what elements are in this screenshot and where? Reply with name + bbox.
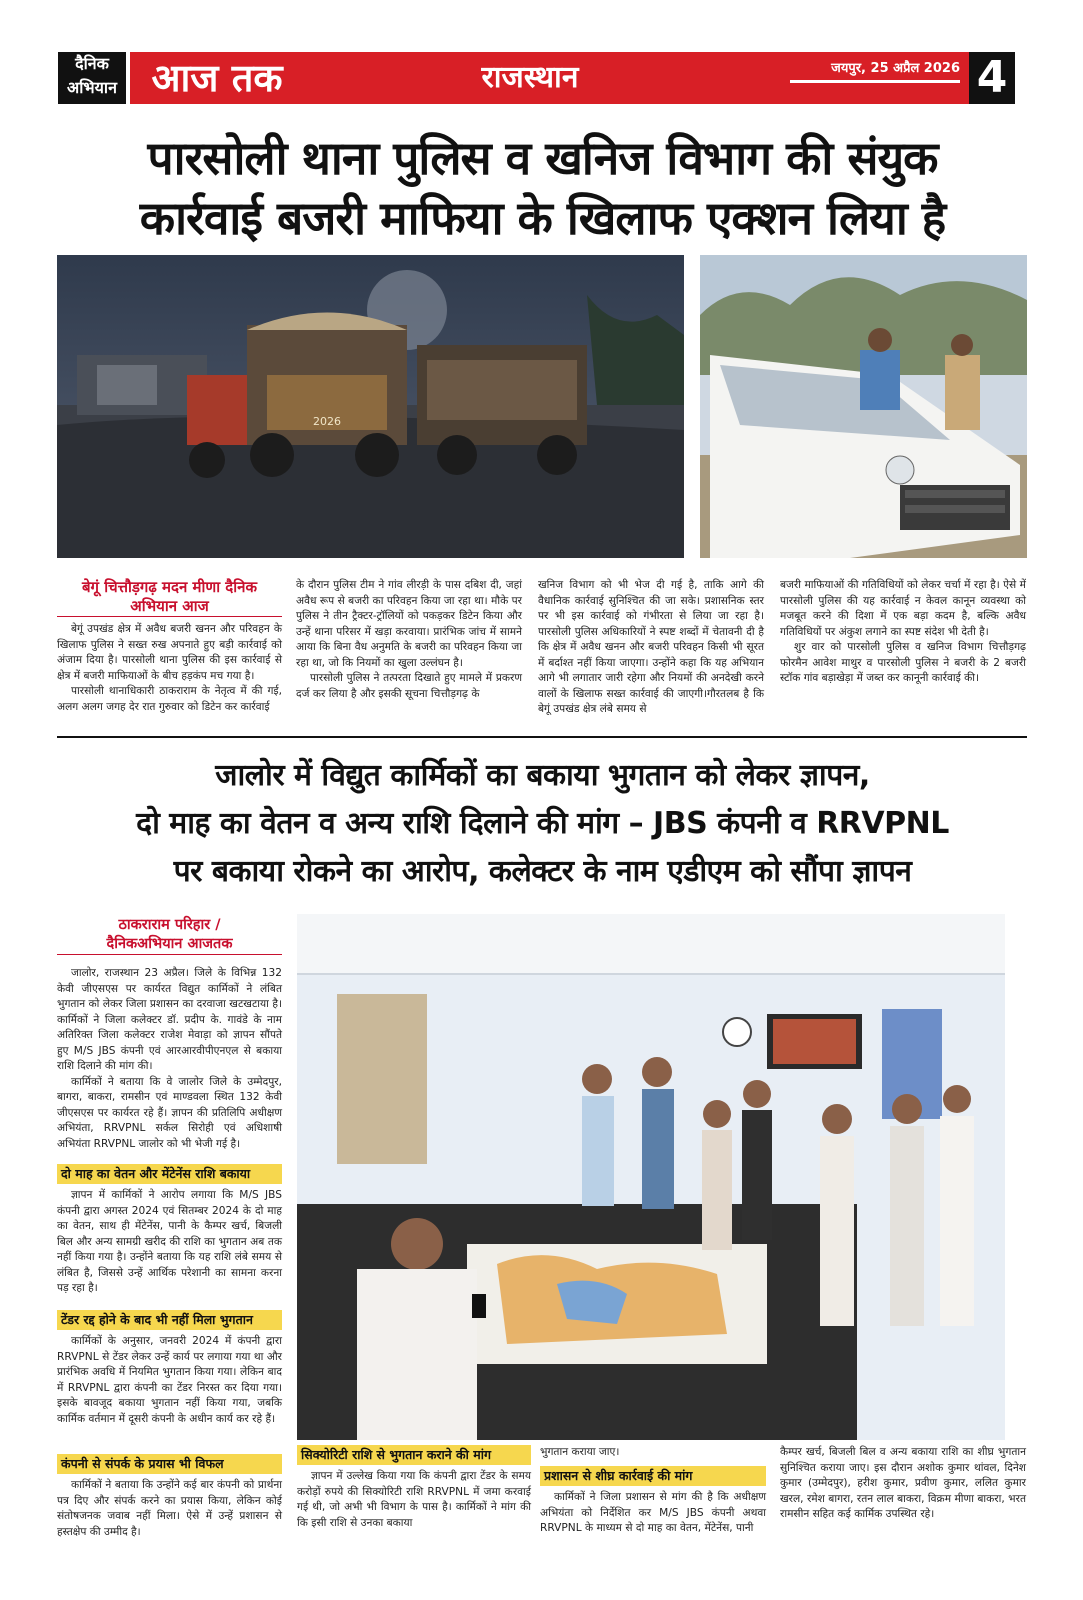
story1-column-1 xyxy=(57,622,282,715)
story2-action-para: कार्मिकों ने जिला प्रशासन से मांग की है कि अधीक्षण अभियंता को निर्देशित कर M/S JBS कंपनी अथवा RRVPNL के माध्यम से दो माह का वेतन, मेंटेनेंस, पानी xyxy=(540,1491,766,1534)
story2-byline-line1: ठाकराराम परिहार / xyxy=(118,917,221,933)
masthead-brand-large: आज तक xyxy=(130,52,304,104)
story1-headline-line1: पारसोली थाना पुलिस व खनिज विभाग की संयुक xyxy=(147,131,938,185)
story2-salary-para: ज्ञापन में कार्मिकों ने आरोप लगाया कि M/S JBS कंपनी द्वारा अगस्त 2024 एवं सितम्बर 2024 के दो माह का वेतन, साथ ही मेंटेनेंस, पानी के कैम्पर खर्च, बिजली बिल और अन्य सामग्री खरीद की राशि का भुगतान अब तक नहीं किया गया है। उन्होंने बताया कि यह राशि लंबे समय से लंबित है, जिससे उन्हें आर्थिक परेशानी का सामना करना पड़ रहा है। xyxy=(57,1189,282,1294)
story2-col-d-para: कैम्पर खर्च, बिजली बिल व अन्य बकाया राशि का शीघ्र भुगतान सुनिश्चित कराया जाए। इस दौरान अशोक कुमार थांवल, दिनेश कुमार (उम्मेदपुर), हरीश कुमार, प्रवीण कुमार, ललित कुमार खरल, रमेश बागरा, रतन लाल बाकरा, विक्रम मीणा बाकरा, भरत रामसीन सहित कई कार्मिक उपस्थित रहे। xyxy=(780,1446,1026,1520)
story2-subhead-contact: कंपनी से संपर्क के प्रयास भी विफल xyxy=(57,1454,282,1474)
story2-byline-line2: दैनिकअभियान आजतक xyxy=(106,936,233,952)
section-divider xyxy=(57,736,1027,738)
story2-salary-text xyxy=(57,1188,282,1297)
story1-column-4 xyxy=(780,578,1026,687)
story1-column-3-para: खनिज विभाग को भी भेज दी गई है, ताकि आगे की वैधानिक कार्रवाई सुनिश्चित की जा सके। प्रशासनिक स्तर पर भी इस कार्रवाई को गंभीरता से लिया जा रहा है।पारसोली पुलिस अधिकारियों ने स्पष्ट शब्दों में चेतावनी दी है कि क्षेत्र में अवैध खनन और बजरी परिवहन किसी भी सूरत में बर्दाश्त नहीं किया जाएगा। उन्होंने कहा कि यह अभियान आगे भी लगातार जारी रहेगा और नियमों की अनदेखी करने वालों के खिलाफ सख्त कार्रवाई की जाएगी।गौरतलब है कि बेगूं उपखंड क्षेत्र लंबे समय से xyxy=(538,579,764,715)
story2-subhead-salary: दो माह का वेतन और मेंटेनेंस राशि बकाया xyxy=(57,1164,282,1184)
story1-column-2-para: के दौरान पुलिस टीम ने गांव लीरड़ी के पास दबिश दी, जहां अवैध रूप से बजरी का परिवहन किया जा रहा था। मौके पर पुलिस ने तीन ट्रैक्टर-ट्रॉलियों को पकड़कर डिटेन किया और उन्हें थाना परिसर में खड़ा करवाया। प्रारंभिक जांच में सामने आया कि बिना वैध अनुमति के बजरी का परिवहन किया जा रहा था, जो कि नियमों का खुला उल्लंघन है। xyxy=(296,579,522,669)
story1-headline xyxy=(50,128,1035,248)
story1-column-4-para: शुर वार को पारसोली पुलिस व खनिज विभाग चित्तौड़गढ़ फोरमैन आवेश माथुर व पारसोली पुलिस ने बजरी के 2 बजरी स्टॉक गांव बड़ाखेड़ा में जब्त कर कानूनी कार्रवाई की। xyxy=(780,641,1026,684)
masthead-brand-small-line1: दैनिक xyxy=(75,54,109,73)
story2-col-d xyxy=(780,1445,1026,1523)
story2-headline-line2: दो माह का वेतन व अन्य राशि दिलाने की मांग – JBS कंपनी व RRVPNL xyxy=(136,806,949,841)
story2-tender-text xyxy=(57,1334,282,1427)
story1-column-1-para: बेगूं उपखंड क्षेत्र में अवैध बजरी खनन और परिवहन के खिलाफ पुलिस ने सख्त रुख अपनाते हुए बड़ी कार्रवाई को अंजाम दिया है। पारसोली थाना पुलिस की इस कार्रवाई से क्षेत्र में बजरी माफियाओं के बीच हड़कंप मच गया है। xyxy=(57,623,282,682)
masthead-brand-small xyxy=(58,52,126,104)
story1-column-1-para: पारसोली थानाधिकारी ठाकराराम के नेतृत्व में की गई, अलग अलग जगह देर रात गुरुवार को डिटेन कर कार्रवाई xyxy=(57,685,282,713)
story1-column-4-para: बजरी माफियाओं की गतिविधियों को लेकर चर्चा में रहा है। ऐसे में पारसोली पुलिस की यह कार्रवाई न केवल कानून व्यवस्था को मजबूत करने की दिशा में एक बड़ा कदम है, बल्कि अवैध गतिविधियों पर अंकुश लगाने का स्पष्ट संदेश भी देती है। xyxy=(780,579,1026,638)
story2-intro xyxy=(57,966,282,1152)
story1-column-3 xyxy=(538,578,764,718)
story2-contact-text xyxy=(57,1478,282,1540)
story2-subhead-security: सिक्योरिटी राशि से भुगतान कराने की मांग xyxy=(297,1445,531,1465)
story1-headline-line2: कार्रवाई बजरी माफिया के खिलाफ एक्शन लिया है xyxy=(139,191,946,245)
masthead-brand-small-line2: अभियान xyxy=(67,78,117,97)
masthead-rule xyxy=(790,80,960,83)
page-number: 4 xyxy=(969,52,1015,104)
masthead-date: जयपुर, 25 अप्रैल 2026 xyxy=(831,61,960,76)
story1-photo-plate: 2026 xyxy=(313,415,341,428)
story2-subhead-action: प्रशासन से शीघ्र कार्रवाई की मांग xyxy=(540,1466,766,1486)
story1-photo-trucks xyxy=(57,255,684,558)
story1-column-2 xyxy=(296,578,522,702)
story2-intro-para: जालोर, राजस्थान 23 अप्रैल। जिले के विभिन्न 132 केवी जीएसएस पर कार्यरत विद्युत कार्मिकों ने लंबित भुगतान को लेकर जिला प्रशासन का दरवाजा खटखटाया है। कार्मिकों ने जिला कलेक्टर डॉ. प्रदीप के. गावंडे के नाम अतिरिक्त जिला कलेक्टर राजेश मेवाड़ा को ज्ञापन सौंपते हुए M/S JBS कंपनी एवं आरआरवीपीएनएल से बकाया राशि दिलाने की मांग की। xyxy=(57,967,282,1072)
story2-subhead-tender: टेंडर रद्द होने के बाद भी नहीं मिला भुगतान xyxy=(57,1310,282,1330)
story1-photo-police-jeep xyxy=(700,255,1027,558)
story2-col-c-top: भुगतान कराया जाए। xyxy=(540,1446,620,1458)
story2-byline xyxy=(57,916,282,955)
story2-security-text xyxy=(297,1469,531,1531)
story2-headline xyxy=(50,752,1035,896)
story2-contact-para: कार्मिकों ने बताया कि उन्होंने कई बार कंपनी को प्रार्थना पत्र दिए और संपर्क करने का प्रयास किया, लेकिन कोई संतोषजनक जवाब नहीं मिला। ऐसे में उन्हें प्रशासन से हस्तक्षेप की उम्मीद है। xyxy=(57,1479,282,1538)
story2-tender-para: कार्मिकों के अनुसार, जनवरी 2024 में कंपनी द्वारा RRVPNL से टेंडर लेकर उन्हें कार्य पर लगाया गया था और प्रारंभिक अवधि में नियमित भुगतान किया गया। लेकिन बाद में RRVPNL द्वारा कंपनी का टेंडर निरस्त कर दिया गया। इसके बावजूद बकाया भुगतान नहीं किया गया, जबकि कार्मिक वर्तमान में दूसरी कंपनी के अधीन कार्य कर रहे हैं। xyxy=(57,1335,282,1425)
story2-headline-line3: पर बकाया रोकने का आरोप, कलेक्टर के नाम एडीएम को सौंपा ज्ञापन xyxy=(173,854,912,889)
story2-headline-line1: जालोर में विद्युत कार्मिकों का बकाया भुगतान को लेकर ज्ञापन, xyxy=(215,758,870,793)
story1-byline: बेगूं चित्तौड़गढ़ मदन मीणा दैनिक अभियान आज xyxy=(57,578,282,617)
story2-action-text xyxy=(540,1490,766,1537)
masthead-section: राजस्थान xyxy=(481,60,579,95)
story2-photo-memorandum xyxy=(297,914,1005,1440)
story2-intro-para: कार्मिकों ने बताया कि वे जालोर जिले के उम्मेदपुर, बागरा, बाकरा, रामसीन एवं माण्डवला स्थित 132 केवी जीएसएस पर कार्यरत रहे हैं। ज्ञापन की प्रतिलिपि अधीक्षण अभियंता, RRVPNL सर्कल सिरोही एवं अधिशाषी अभियंता RRVPNL जालोर को भी भेजी गई है। xyxy=(57,1075,282,1150)
story2-security-para: ज्ञापन में उल्लेख किया गया कि कंपनी द्वारा टेंडर के समय करोड़ों रुपये की सिक्योरिटी राशि RRVPNL में जमा करवाई गई थी, जो अभी भी विभाग के पास है। कार्मिकों ने मांग की कि इसी राशि से उनका बकाया xyxy=(297,1470,531,1529)
story1-column-2-para: पारसोली पुलिस ने तत्परता दिखाते हुए मामले में प्रकरण दर्ज कर लिया है और इसकी सूचना चित्तौड़गढ़ के xyxy=(296,672,522,700)
